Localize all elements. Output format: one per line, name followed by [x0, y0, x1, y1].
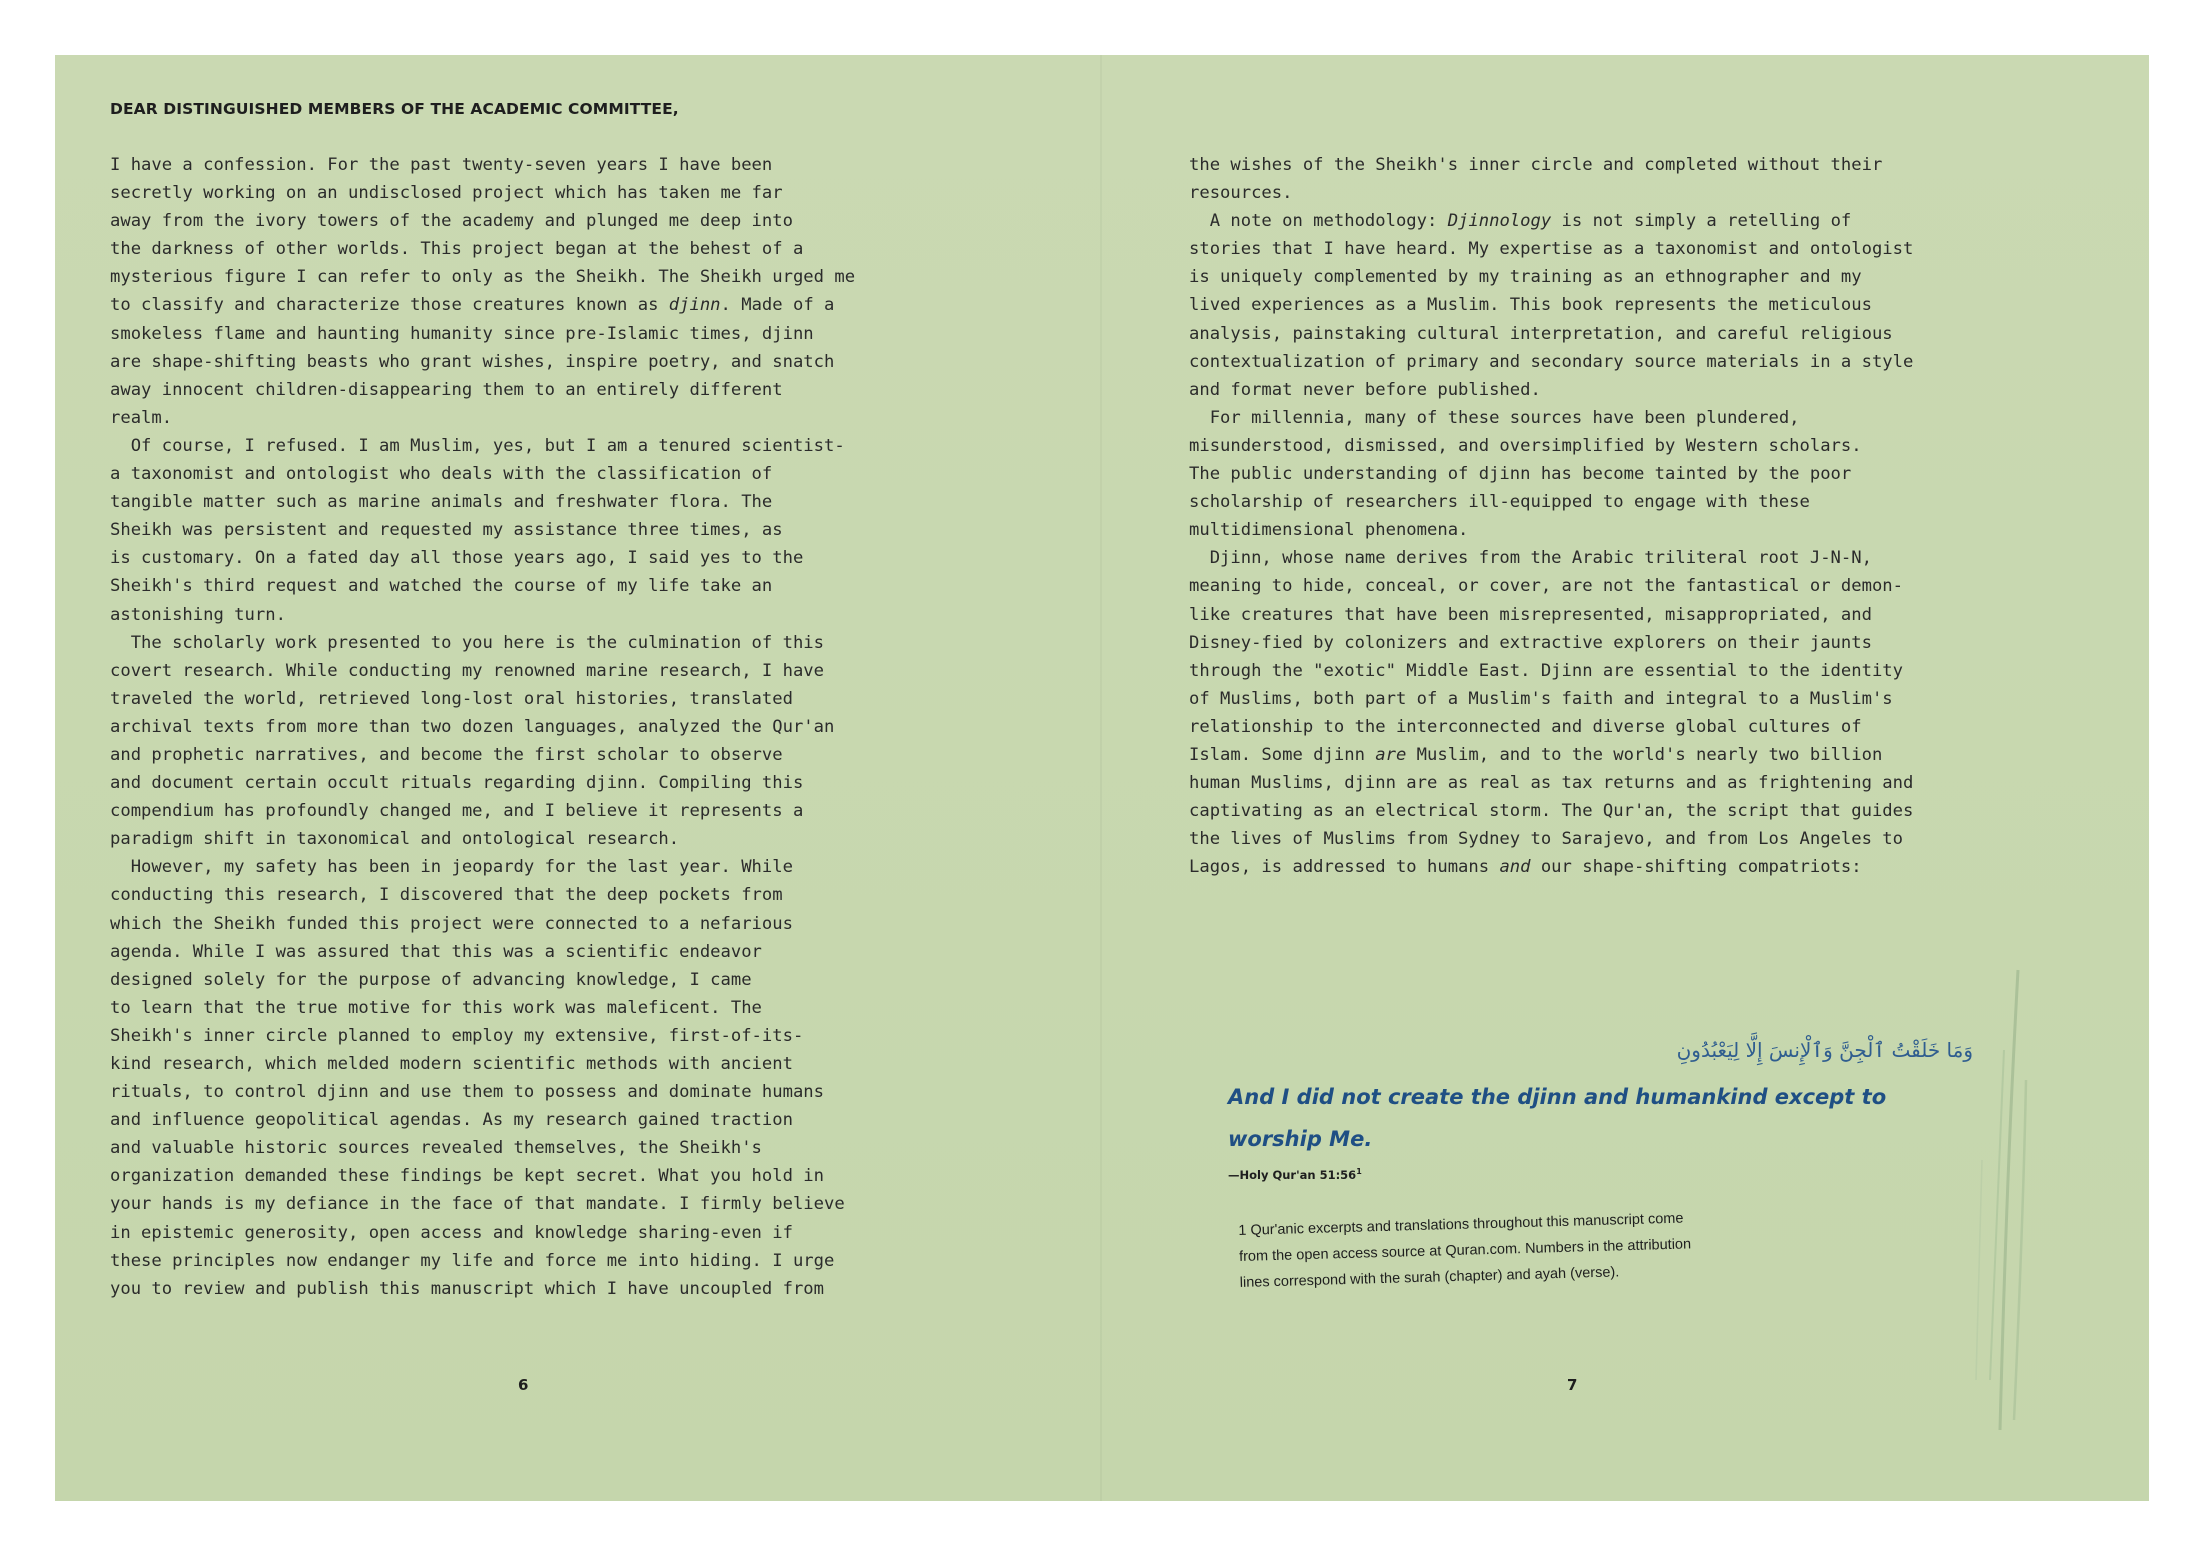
letter-salutation: DEAR DISTINGUISHED MEMBERS OF THE ACADEMIC COMMITTEE,: [110, 100, 679, 118]
text-line: mysterious figure I can refer to only as the Sheikh. The Sheikh urged me: [110, 267, 856, 288]
left-page-body: [110, 151, 855, 1303]
text-line: the lives of Muslims from Sydney to Sarajevo, and from Los Angeles to: [1189, 829, 1903, 850]
text-line: away from the ivory towers of the academy and plunged me deep into: [110, 211, 793, 232]
text-line: [110, 291, 855, 319]
text-line: The public understanding of djinn has become tainted by the poor: [1189, 464, 1852, 485]
text-segment: A note on methodology:: [1189, 211, 1448, 232]
footnote-line: 1 Qur'anic excerpts and translations throughout this manuscript come: [1238, 1210, 1684, 1239]
text-line: I have a confession. For the past twenty-seven years I have been: [110, 155, 773, 175]
text-line: realm.: [110, 407, 173, 428]
text-line: secretly working on an undisclosed project which has taken me far: [110, 183, 783, 204]
page-gutter: [1100, 55, 1102, 1501]
text-line: which the Sheikh funded this project were connected to a nefarious: [110, 913, 793, 934]
text-line: the darkness of other worlds. This project began at the behest of a: [110, 239, 804, 260]
text-line: smokeless flame and haunting humanity since pre-Islamic times, djinn: [110, 323, 814, 344]
quote-line: And I did not create the djinn and humankind except to: [1228, 1085, 1887, 1109]
text-segment: Muslim, and to the world's nearly two billion: [1406, 744, 1883, 765]
text-line: [1189, 853, 1913, 881]
italic-term: and: [1499, 857, 1531, 878]
text-line: relationship to the interconnected and diverse global cultures of: [1189, 716, 1862, 737]
text-line: human Muslims, djinn are as real as tax returns and as frightening and: [1189, 773, 1914, 794]
text-line: resources.: [1189, 183, 1293, 204]
text-line: your hands is my defiance in the face of that mandate. I firmly believe: [110, 1194, 845, 1215]
text-line: [1189, 207, 1913, 235]
footnote-line: from the open access source at Quran.com. Numbers in the attribution: [1238, 1236, 1692, 1265]
text-line: the wishes of the Sheikh's inner circle and completed without their: [1189, 155, 1883, 175]
verse-translation: [1228, 1076, 1948, 1160]
page-number-left: 6: [518, 1376, 529, 1394]
text-segment: Lagos, is addressed to humans: [1189, 857, 1500, 878]
text-line: and valuable historic sources revealed themselves, the Sheikh's: [110, 1138, 762, 1159]
text-line: Disney-fied by colonizers and extractive explorers on their jaunts: [1189, 632, 1872, 653]
text-line: conducting this research, I discovered that the deep pockets from: [110, 885, 783, 906]
text-line: organization demanded these findings be kept secret. What you hold in: [110, 1166, 824, 1187]
text-line: are shape-shifting beasts who grant wishes, inspire poetry, and snatch: [110, 351, 835, 372]
text-line: kind research, which melded modern scientific methods with ancient: [110, 1054, 793, 1074]
text-line: Of course, I refused. I am Muslim, yes, but I am a tenured scientist-: [110, 435, 845, 456]
text-segment: . Made of a: [720, 295, 835, 316]
text-line: is customary. On a fated day all those years ago, I said yes to the: [110, 548, 804, 569]
text-line: to learn that the true motive for this work was maleficent. The: [110, 997, 762, 1018]
text-line: astonishing turn.: [110, 604, 286, 625]
text-segment: to classify and characterize those creatures known as: [110, 295, 669, 316]
text-line: However, my safety has been in jeopardy for the last year. While: [110, 857, 793, 878]
text-line: Djinn, whose name derives from the Arabic triliteral root J-N-N,: [1189, 548, 1872, 569]
text-line: like creatures that have been misrepresented, misappropriated, and: [1189, 604, 1872, 625]
text-line: contextualization of primary and secondary source materials in a style: [1189, 351, 1914, 372]
text-line: compendium has profoundly changed me, and I believe it represents a: [110, 801, 804, 822]
text-line: stories that I have heard. My expertise as a taxonomist and ontologist: [1189, 239, 1914, 260]
quote-line: worship Me.: [1228, 1127, 1373, 1151]
text-line: away innocent children-disappearing them to an entirely different: [110, 379, 783, 400]
text-line: is uniquely complemented by my training as an ethnographer and my: [1189, 267, 1862, 288]
text-line: covert research. While conducting my renowned marine research, I have: [110, 660, 824, 681]
text-line: Sheikh was persistent and requested my assistance three times, as: [110, 520, 783, 541]
text-line: multidimensional phenomena.: [1189, 520, 1469, 541]
text-line: captivating as an electrical storm. The Qur'an, the script that guides: [1189, 801, 1914, 822]
text-line: and influence geopolitical agendas. As my research gained traction: [110, 1110, 793, 1131]
text-line: meaning to hide, conceal, or cover, are not the fantastical or demon-: [1189, 576, 1903, 597]
footnote-line: lines correspond with the surah (chapter) and ayah (verse).: [1239, 1264, 1620, 1291]
text-segment: is not simply a retelling of: [1551, 211, 1852, 232]
text-line: For millennia, many of these sources have been plundered,: [1189, 407, 1800, 428]
text-line: traveled the world, retrieved long-lost oral histories, translated: [110, 688, 793, 709]
text-line: and format never before published.: [1189, 379, 1541, 400]
text-line: tangible matter such as marine animals and freshwater flora. The: [110, 492, 773, 513]
page-number-right: 7: [1567, 1376, 1578, 1394]
footnote-marker: 1: [1356, 1167, 1362, 1176]
italic-term: are: [1375, 744, 1407, 765]
text-line: misunderstood, dismissed, and oversimplified by Western scholars.: [1189, 435, 1862, 456]
text-line: you to review and publish this manuscript which I have uncoupled from: [110, 1278, 824, 1299]
text-segment: our shape-shifting compatriots:: [1530, 857, 1862, 878]
italic-term: Djinnology: [1447, 211, 1552, 232]
footnote: [1238, 1202, 1800, 1296]
text-line: lived experiences as a Muslim. This book represents the meticulous: [1189, 295, 1872, 316]
text-line: The scholarly work presented to you here is the culmination of this: [110, 632, 824, 653]
text-line: and prophetic narratives, and become the first scholar to observe: [110, 744, 783, 765]
text-line: rituals, to control djinn and use them to possess and dominate humans: [110, 1082, 824, 1103]
arabic-verse: وَمَا خَلَقْتُ ٱلْجِنَّ وَٱلْإِنسَ إِلَّا لِيَعْبُدُونِ: [1676, 1038, 1973, 1062]
text-line: Sheikh's inner circle planned to employ my extensive, first-of-its-: [110, 1025, 804, 1046]
text-line: Sheikh's third request and watched the course of my life take an: [110, 576, 773, 597]
text-segment: Islam. Some djinn: [1189, 744, 1376, 765]
text-line: of Muslims, both part of a Muslim's faith and integral to a Muslim's: [1189, 688, 1893, 709]
right-page-body: [1189, 151, 1913, 881]
verse-attribution: [1228, 1167, 1362, 1182]
italic-term: djinn: [668, 295, 721, 316]
text-line: through the "exotic" Middle East. Djinn are essential to the identity: [1189, 660, 1903, 681]
text-line: designed solely for the purpose of advancing knowledge, I came: [110, 969, 752, 990]
text-line: agenda. While I was assured that this was a scientific endeavor: [110, 941, 762, 962]
text-line: these principles now endanger my life and force me into hiding. I urge: [110, 1250, 835, 1271]
text-line: archival texts from more than two dozen languages, analyzed the Qur'an: [110, 716, 835, 737]
decorative-brush-strokes: [1960, 960, 2040, 1440]
text-line: and document certain occult rituals regarding djinn. Compiling this: [110, 773, 804, 794]
text-line: in epistemic generosity, open access and knowledge sharing-even if: [110, 1222, 793, 1243]
attribution-text: —Holy Qur'an 51:56: [1228, 1167, 1357, 1182]
text-line: scholarship of researchers ill-equipped to engage with these: [1189, 492, 1810, 513]
text-line: analysis, painstaking cultural interpretation, and careful religious: [1189, 323, 1893, 344]
text-line: [1189, 741, 1913, 769]
text-line: paradigm shift in taxonomical and ontological research.: [110, 829, 680, 850]
text-line: a taxonomist and ontologist who deals with the classification of: [110, 464, 773, 485]
